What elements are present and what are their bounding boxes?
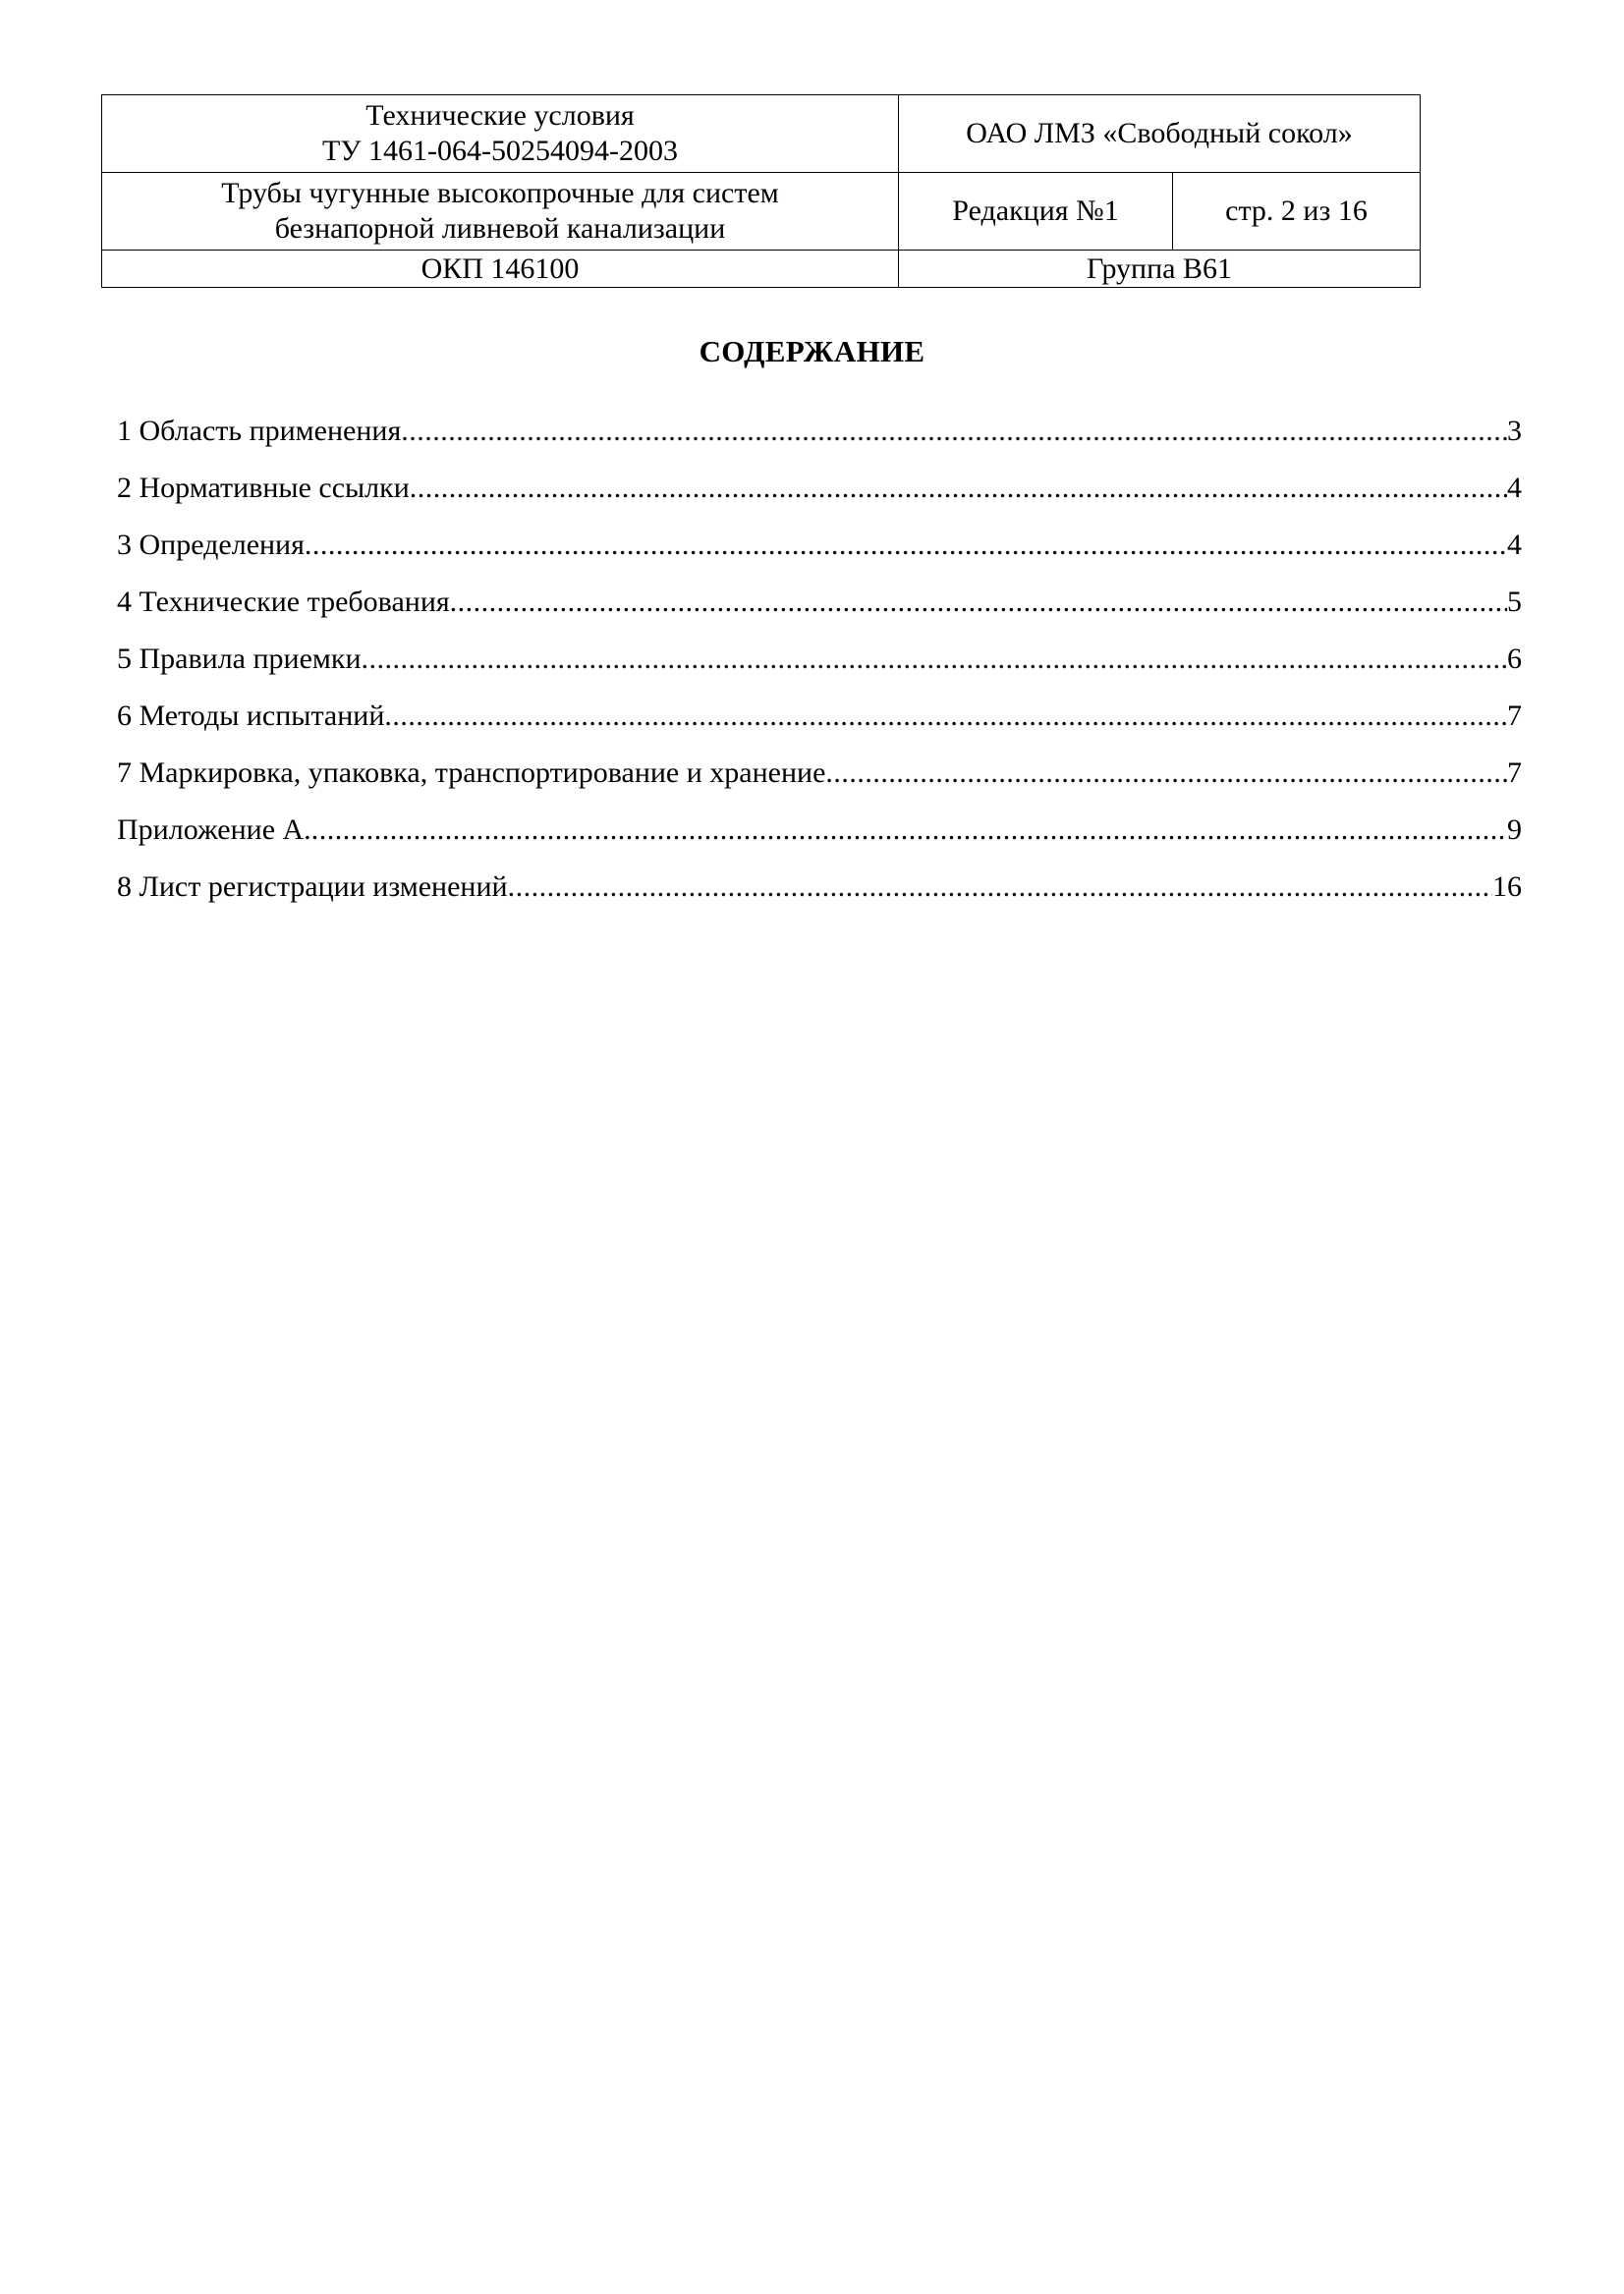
toc-entry-page: 4 bbox=[1507, 529, 1522, 561]
group-code: Группа В61 bbox=[1087, 252, 1232, 285]
okp-code: ОКП 146100 bbox=[420, 252, 580, 285]
dot-leader bbox=[508, 867, 1492, 907]
toc-entry-page: 9 bbox=[1507, 813, 1522, 846]
dot-leader bbox=[450, 583, 1507, 622]
product-title-cell bbox=[102, 173, 899, 251]
toc-entry[interactable] bbox=[117, 754, 1522, 811]
dot-leader bbox=[311, 811, 1507, 850]
revision-cell bbox=[899, 173, 1173, 251]
toc-entry[interactable] bbox=[117, 811, 1522, 867]
group-cell bbox=[899, 251, 1421, 288]
toc-entry-title: 4 Технические требования bbox=[117, 586, 450, 618]
toc-entry-page: 3 bbox=[1507, 415, 1522, 447]
doc-number: ТУ 1461-064-50254094-2003 bbox=[321, 135, 679, 167]
title-block-row bbox=[102, 173, 1421, 251]
toc-entry[interactable] bbox=[117, 412, 1522, 469]
title-block-row bbox=[102, 95, 1421, 173]
toc-entry[interactable] bbox=[117, 526, 1522, 583]
toc-entry-page: 5 bbox=[1507, 586, 1522, 618]
toc-entry[interactable] bbox=[117, 583, 1522, 640]
organization-name: ОАО ЛМЗ «Свободный сокол» bbox=[966, 117, 1353, 149]
okp-cell bbox=[102, 251, 899, 288]
toc-entry-page: 4 bbox=[1507, 472, 1522, 504]
contents-heading: СОДЕРЖАНИЕ bbox=[699, 334, 925, 368]
dot-leader bbox=[825, 754, 1507, 793]
toc-entry-title: 2 Нормативные ссылки bbox=[117, 472, 410, 504]
product-title-line-1: Трубы чугунные высокопрочные для систем bbox=[221, 177, 779, 209]
doc-type-cell bbox=[102, 95, 899, 173]
toc-entry-page: 6 bbox=[1507, 643, 1522, 675]
toc-entry-title: 1 Область применения bbox=[117, 415, 402, 447]
page-info: стр. 2 из 16 bbox=[1225, 195, 1368, 227]
revision: Редакция №1 bbox=[952, 195, 1119, 227]
product-title-line-2: безнапорной ливневой канализации bbox=[274, 212, 726, 245]
toc-entry-page: 16 bbox=[1492, 870, 1522, 903]
doc-type: Технические условия bbox=[365, 99, 635, 132]
toc-entry[interactable] bbox=[117, 697, 1522, 754]
dot-leader bbox=[305, 526, 1507, 565]
toc-entry[interactable] bbox=[117, 867, 1522, 924]
title-block-table bbox=[101, 94, 1421, 288]
toc-entry-title: 8 Лист регистрации изменений bbox=[117, 870, 508, 903]
toc-entry-page: 7 bbox=[1507, 756, 1522, 789]
toc-entry-title: 5 Правила приемки bbox=[117, 643, 362, 675]
toc-entry[interactable] bbox=[117, 469, 1522, 526]
toc-entry[interactable] bbox=[117, 640, 1522, 697]
toc-entry-title: Приложение А. bbox=[117, 813, 311, 846]
toc-entry-title: 3 Определения bbox=[117, 529, 305, 561]
organization-cell bbox=[899, 95, 1421, 173]
table-of-contents bbox=[117, 412, 1522, 924]
dot-leader bbox=[410, 469, 1507, 508]
toc-entry-page: 7 bbox=[1507, 699, 1522, 732]
toc-entry-title: 7 Маркировка, упаковка, транспортирование и хранение bbox=[117, 756, 826, 789]
dot-leader bbox=[384, 697, 1507, 736]
page-info-cell bbox=[1173, 173, 1421, 251]
toc-entry-title: 6 Методы испытаний bbox=[117, 699, 385, 732]
title-block-row bbox=[102, 251, 1421, 288]
dot-leader bbox=[362, 640, 1507, 679]
dot-leader bbox=[401, 412, 1507, 451]
